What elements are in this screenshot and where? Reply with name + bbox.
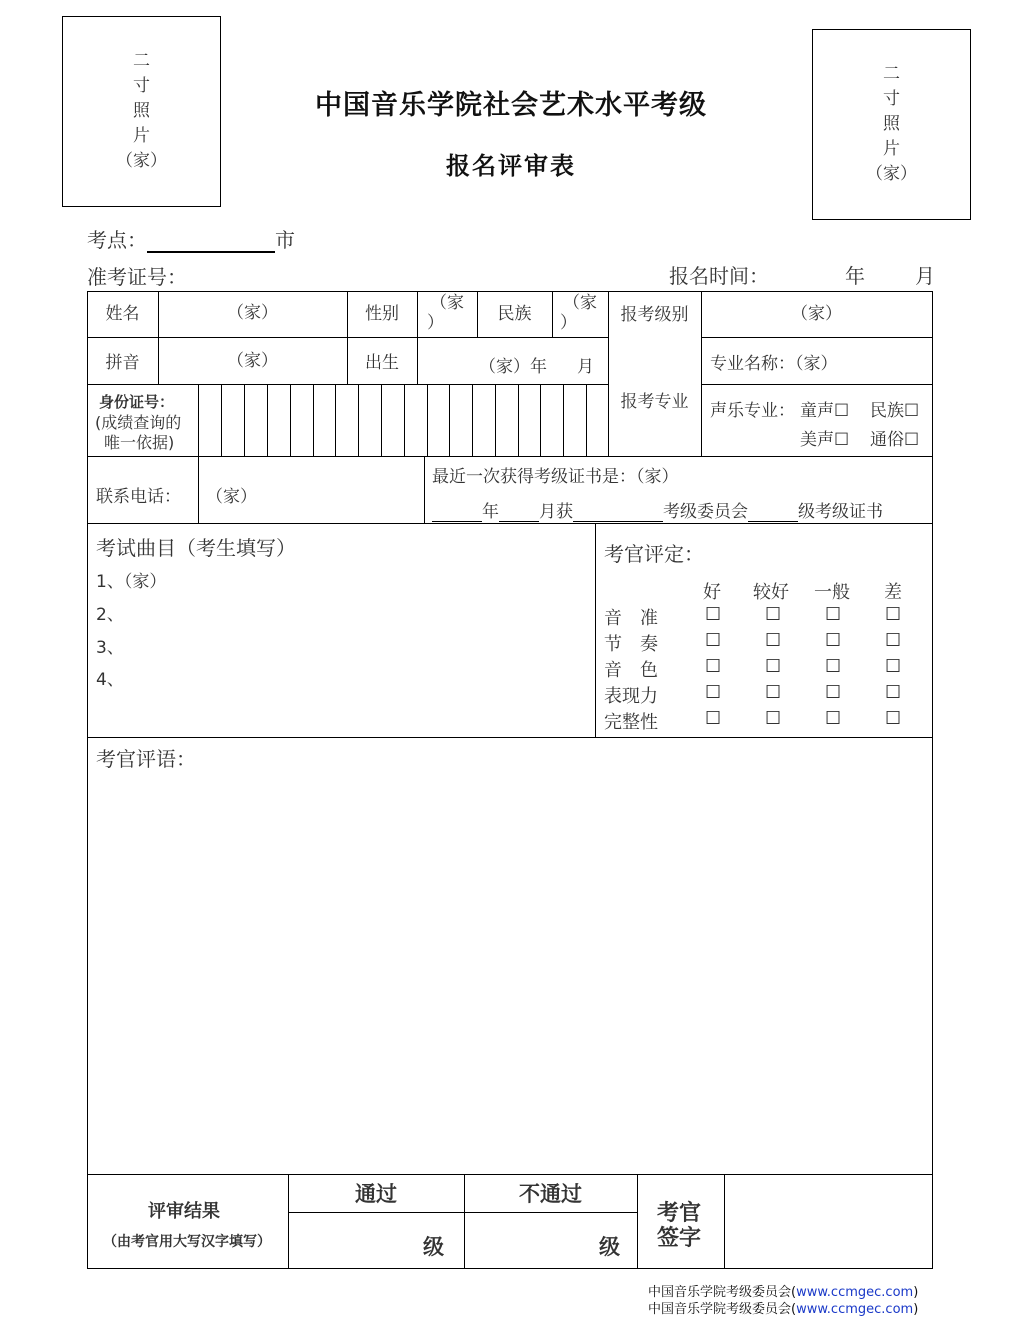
evaluation-checkbox[interactable]: ☐ [825,682,842,703]
id-number-digits[interactable] [198,384,608,456]
footer-url[interactable]: www.ccmgec.com [796,1302,914,1317]
signup-time-label: 报名时间： [669,264,769,288]
fail-level[interactable]: 级 [599,1235,620,1259]
id-note-1: (成绩查询的 [95,413,182,432]
exam-site-row [87,224,295,253]
photo-text: 照 [133,101,150,121]
evaluation-checkbox[interactable]: ☐ [825,708,842,729]
evaluation-checkbox[interactable]: ☐ [825,630,842,651]
fail-header: 不通过 [519,1182,582,1206]
evaluation-checkbox[interactable]: ☐ [765,604,782,625]
evaluation-checkbox[interactable]: ☐ [705,656,722,677]
evaluation-checkbox[interactable]: ☐ [885,708,902,729]
major-label: 报考专业 [620,392,689,412]
vocal-option-popular[interactable]: 通俗☐ [870,430,920,450]
eval-row-label: 音 色 [604,660,658,681]
photo-text: 片 [883,139,900,159]
comments-area[interactable] [88,772,931,1172]
evaluation-checkbox[interactable]: ☐ [765,708,782,729]
page-subtitle: 报名评审表 [446,151,576,180]
eval-column-fairly-good: 较好 [753,582,789,603]
ethnic-field[interactable] [552,291,608,337]
signup-year: 年 [845,264,865,288]
cert-month-label: 月获 [539,502,573,522]
evaluation-checkbox[interactable]: ☐ [825,604,842,625]
eval-row-label: 音 准 [604,608,658,629]
exam-site-label: 考点： [87,228,147,252]
cert-line-2 [432,497,883,522]
cert-committee-blank[interactable] [573,504,663,522]
evaluation-checkbox[interactable]: ☐ [765,682,782,703]
ethnic-value-top: （家 [563,293,597,313]
pieces-title: 考试曲目（考生填写） [96,536,296,560]
pass-header: 通过 [355,1182,397,1206]
exam-site-field[interactable] [147,229,275,253]
gender-field[interactable] [417,291,477,337]
vocal-option-ethnic[interactable]: 民族☐ [870,401,920,421]
id-note-2: 唯一依据) [104,433,175,452]
signature-label-2: 签字 [657,1226,702,1251]
major-name-field[interactable]: 专业名称：（家） [710,354,838,374]
eval-row-label: 节 奏 [604,634,658,655]
evaluation-checkbox[interactable]: ☐ [825,656,842,677]
gender-label: 性别 [365,304,399,324]
pinyin-field[interactable]: （家） [227,350,278,371]
footer-org: 中国音乐学院考级委员会 [648,1302,792,1317]
cert-level-blank[interactable] [748,504,798,522]
evaluation-checkbox[interactable]: ☐ [765,630,782,651]
ethnic-label: 民族 [497,304,532,324]
photo-text: 照 [883,114,900,134]
footer-org: 中国音乐学院考级委员会 [648,1285,792,1300]
photo-text: 二 [133,51,150,71]
cert-year-label: 年 [482,502,499,522]
phone-label: 联系电话： [96,487,181,507]
piece-item[interactable]: 3、 [96,638,124,658]
photo-text: （家） [116,151,167,171]
photo-text: 寸 [883,89,900,109]
signature-label-1: 考官 [657,1201,702,1226]
evaluation-checkbox[interactable]: ☐ [705,682,722,703]
phone-field[interactable]: （家） [206,487,257,507]
admission-number-label: 准考证号： [87,265,187,289]
pinyin-label: 拼音 [105,353,140,373]
photo-text: （家） [866,164,917,184]
page-title: 中国音乐学院社会艺术水平考级 [315,90,707,121]
signup-month: 月 [915,264,935,288]
comments-title: 考官评语： [96,747,196,771]
footer-line-1: 中国音乐学院考级委员会(www.ccmgec.com) [648,1285,919,1300]
level-label: 报考级别 [620,305,689,325]
birth-label: 出生 [365,353,399,373]
evaluation-checkbox[interactable]: ☐ [885,604,902,625]
eval-column-average: 一般 [814,582,850,603]
piece-item[interactable]: 1、（家） [96,572,167,592]
piece-item[interactable]: 2、 [96,605,124,625]
name-field[interactable]: （家） [227,303,278,323]
evaluation-checkbox[interactable]: ☐ [885,682,902,703]
eval-row-label: 完整性 [604,712,658,733]
ethnic-value-bottom: ） [560,313,577,333]
eval-row-label: 表现力 [604,686,658,707]
vocal-option-children[interactable]: 童声☐ [800,401,850,421]
exam-site-suffix: 市 [275,228,295,252]
vocal-label: 声乐专业： [710,401,795,421]
photo-text: 二 [883,64,900,84]
cert-line-1: 最近一次获得考级证书是：（家） [432,467,679,487]
footer-url[interactable]: www.ccmgec.com [796,1285,914,1300]
id-label: 身份证号： [99,393,175,411]
gender-value-top: （家 [430,293,464,313]
eval-column-good: 好 [703,582,721,603]
signature-field[interactable] [725,1175,931,1267]
cert-level-label: 级考级证书 [798,502,883,522]
cert-month-blank[interactable] [499,504,539,522]
photo-box-right [812,29,971,220]
gender-value-bottom: ） [427,313,444,333]
evaluation-checkbox[interactable]: ☐ [705,604,722,625]
result-label: 评审结果 [148,1201,220,1222]
cert-committee-label: 考级委员会 [663,502,748,522]
evaluation-checkbox[interactable]: ☐ [705,630,722,651]
evaluation-checkbox[interactable]: ☐ [765,656,782,677]
photo-text: 寸 [133,76,150,96]
name-label: 姓名 [105,304,140,324]
evaluation-title: 考官评定： [604,542,704,566]
vocal-option-bel-canto[interactable]: 美声☐ [800,430,850,450]
evaluation-checkbox[interactable]: ☐ [885,630,902,651]
pass-level[interactable]: 级 [423,1235,444,1259]
level-field[interactable]: （家） [791,304,842,324]
result-note: （由考官用大写汉字填写） [103,1234,271,1250]
evaluation-checkbox[interactable]: ☐ [705,708,722,729]
birth-month-field[interactable]: 月 [577,357,594,377]
birth-year-field[interactable]: （家）年 [479,357,547,377]
piece-item[interactable]: 4、 [96,670,124,690]
evaluation-checkbox[interactable]: ☐ [885,656,902,677]
eval-column-poor: 差 [884,582,902,603]
footer-line-2: 中国音乐学院考级委员会(www.ccmgec.com) [648,1302,919,1317]
cert-year-blank[interactable] [432,504,482,522]
photo-text: 片 [133,126,150,146]
